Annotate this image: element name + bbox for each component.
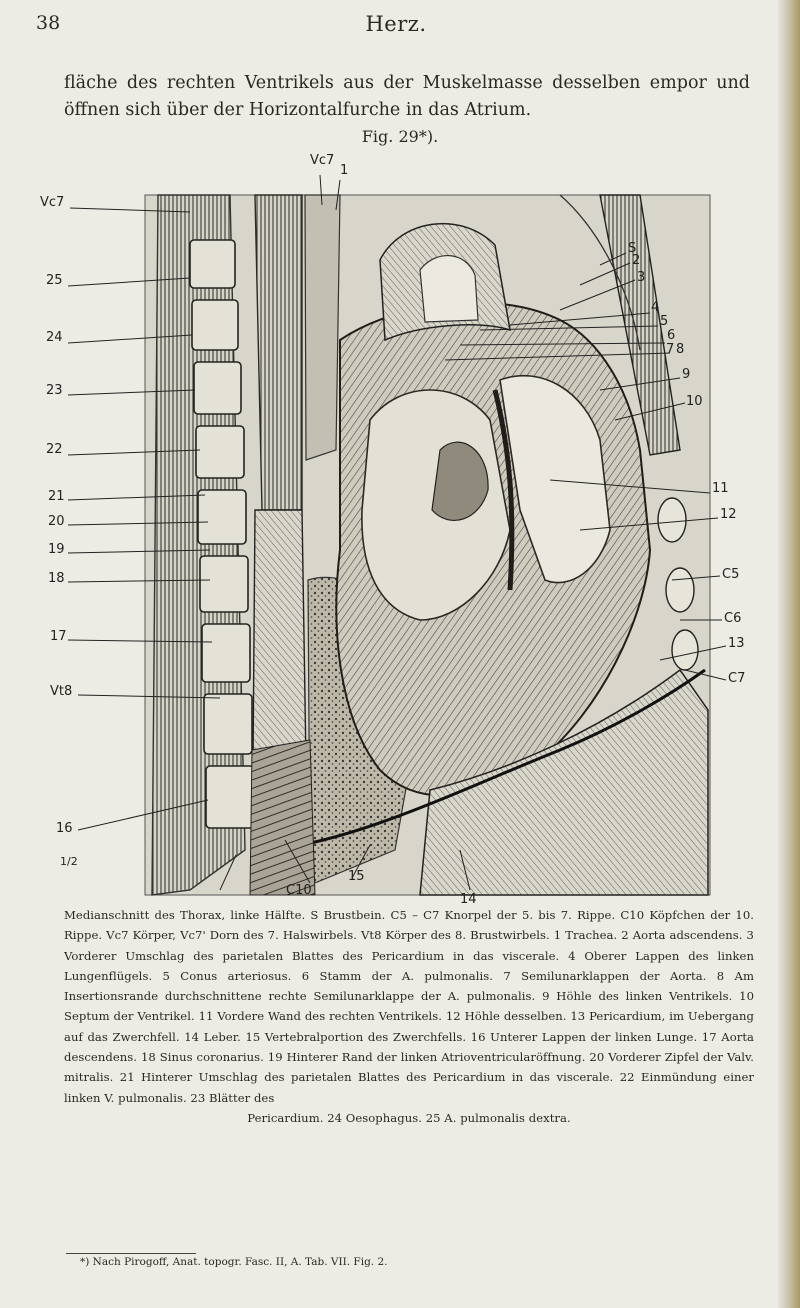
label-10: 10 bbox=[686, 394, 703, 409]
label-21: 21 bbox=[48, 489, 65, 504]
footnote-rule bbox=[66, 1253, 196, 1254]
label-7: 7 bbox=[666, 342, 675, 357]
label-16: 16 bbox=[56, 821, 73, 836]
label-8: 8 bbox=[676, 342, 685, 357]
label-25: 25 bbox=[46, 273, 63, 288]
page-number: 38 bbox=[36, 12, 61, 34]
label-c6: C6 bbox=[724, 611, 742, 626]
label-c10: C10 bbox=[286, 883, 312, 898]
label-15: 15 bbox=[348, 869, 365, 884]
figure-caption bbox=[64, 905, 754, 1128]
label-14: 14 bbox=[460, 892, 477, 907]
label-5: 5 bbox=[660, 314, 669, 329]
caption-last-line: Pericardium. 24 Oesophagus. 25 A. pulmonalis dextra. bbox=[247, 1110, 571, 1125]
label-half: 1/2 bbox=[60, 855, 78, 868]
label-vc7-left: Vc7 bbox=[40, 195, 65, 210]
footnote: *) Nach Pirogoff, Anat. topogr. Fasc. II, A. Tab. VII. Fig. 2. bbox=[80, 1256, 388, 1268]
caption-body: Medianschnitt des Thorax, linke Hälfte. S Brustbein. C5 – C7 Knorpel der 5. bis 7. Rippe. C10 Köpfchen der 10. Rippe. Vc7 Körper, Vc7' Dorn des 7. Halswirbels. Vt8 Körper des 8. Brustwirbels. 1 Trachea. 2 Aorta adscendens. 3 Vorderer Umschlag des parietalen Blattes des Pericardium in das viscerale. 4 Oberer Lappen des linken Lungenflügels. 5 Conus arteriosus. 6 Stamm der A. pulmonalis. 7 Semilunarklappen der Aorta. 8 Am Insertionsrande durchschnittene rechte Semilunarklappe der A. pulmonalis. 9 Höhle des linken Ventrikels. 10 Septum der Ventrikel. 11 Vordere Wand des rechten Ventrikels. 12 Höhle desselben. 13 Pericardium, im Uebergang auf das Zwerchfell. 14 Leber. 15 Vertebralportion des Zwerchfells. 16 Unterer Lappen der linken Lunge. 17 Aorta descendens. 18 Sinus coronarius. 19 Hinterer Rand der linken Atrioventricularöffnung. 20 Vorderer Zipfel der Valv. mitralis. 21 Hinterer Umschlag des parietalen Blattes des Pericardium in das viscerale. 22 Einmündung einer linken V. pulmonalis. 23 Blätter des bbox=[64, 908, 754, 1105]
label-2: 2 bbox=[632, 253, 641, 268]
label-24: 24 bbox=[46, 330, 63, 345]
label-11: 11 bbox=[712, 481, 729, 496]
label-17: 17 bbox=[50, 629, 67, 644]
label-20: 20 bbox=[48, 514, 65, 529]
median-section-illustration bbox=[40, 150, 780, 910]
label-s: S bbox=[628, 241, 637, 256]
label-1: 1 bbox=[340, 163, 349, 178]
label-vc7-top: Vc7 bbox=[310, 153, 335, 168]
label-13: 13 bbox=[728, 636, 745, 651]
figure-title: Fig. 29*). bbox=[361, 127, 439, 146]
label-9: 9 bbox=[682, 367, 691, 382]
label-23: 23 bbox=[46, 383, 63, 398]
page-edge-shadow bbox=[778, 0, 800, 1308]
label-4: 4 bbox=[651, 300, 660, 315]
label-c7: C7 bbox=[728, 671, 746, 686]
label-12: 12 bbox=[720, 507, 737, 522]
label-22: 22 bbox=[46, 442, 63, 457]
label-3: 3 bbox=[637, 270, 646, 285]
intro-paragraph: fläche des rechten Ventrikels aus der Muskelmasse desselben empor und öffnen sich über der Horizontalfurche in das Atrium. bbox=[64, 73, 750, 120]
label-c5: C5 bbox=[722, 567, 740, 582]
running-head: Herz. bbox=[365, 12, 427, 36]
label-19: 19 bbox=[48, 542, 65, 557]
label-6: 6 bbox=[667, 328, 676, 343]
label-18: 18 bbox=[48, 571, 65, 586]
label-vt8: Vt8 bbox=[50, 684, 73, 699]
anatomical-figure bbox=[40, 150, 780, 910]
page-header bbox=[36, 12, 756, 46]
